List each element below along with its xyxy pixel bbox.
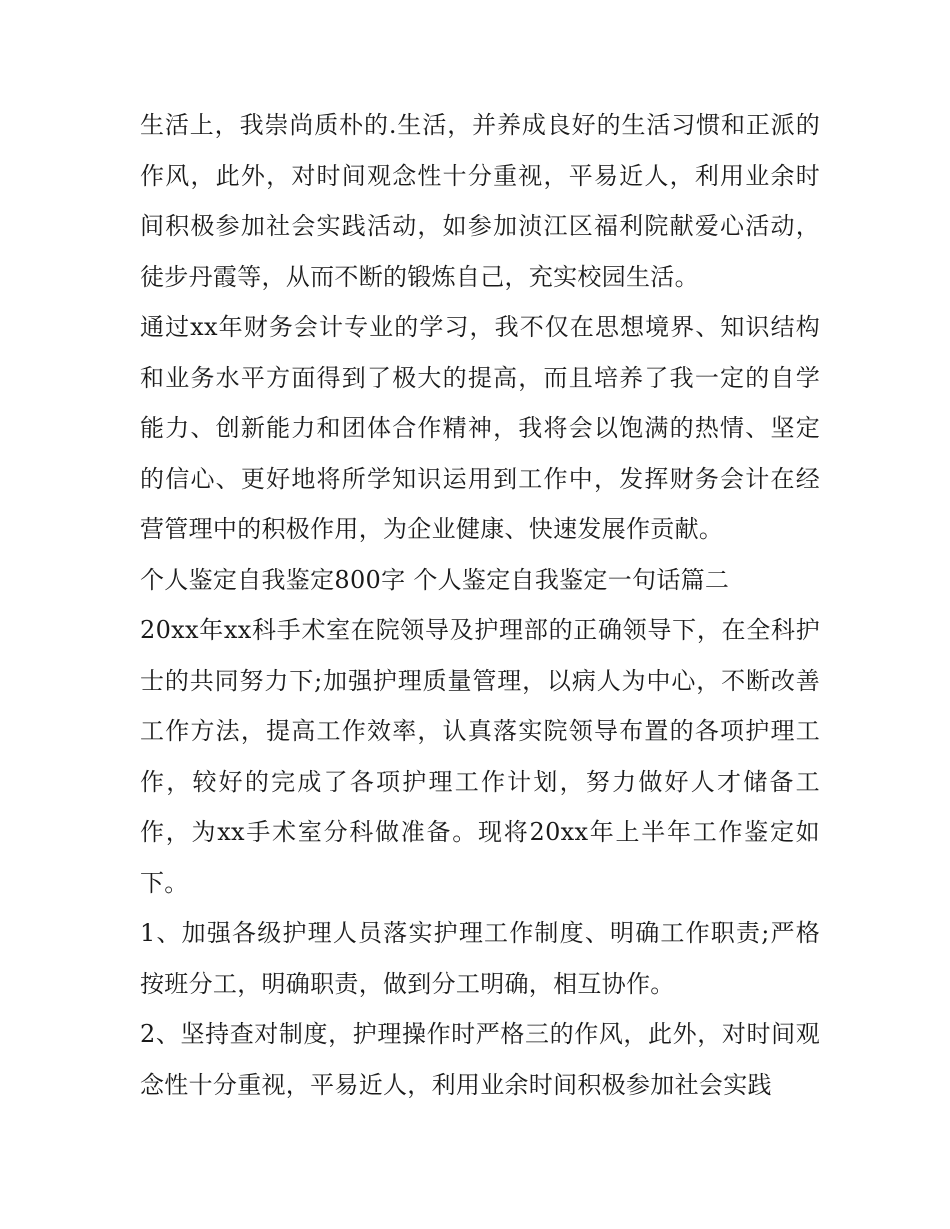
paragraph-intro: 20xx年xx科手术室在院领导及护理部的正确领导下，在全科护士的共同努力下;加强护理质量管理，以病人为中心，不断改善工作方法，提高工作效率，认真落实院领导布置的各项护理工作，较好的完成了各项护理工作计划，努力做好人才储备工作，为xx手术室分科做准备。现将20xx年上半年工作鉴定如下。 xyxy=(140,616,820,897)
list-item-2: 2、坚持查对制度，护理操作时严格三的作风，此外，对时间观念性十分重视，平易近人，利用业余时间积极参加社会实践 xyxy=(140,1020,820,1099)
paragraph-life: 生活上，我崇尚质朴的.生活，并养成良好的生活习惯和正派的作风，此外，对时间观念性十分重视，平易近人，利用业余时间积极参加社会实践活动，如参加浈江区福利院献爱心活动，徒步丹霞等，从而不断的锻炼自己，充实校园生活。 xyxy=(140,111,820,291)
section-heading: 个人鉴定自我鉴定800字 个人鉴定自我鉴定一句话篇二 xyxy=(140,565,730,594)
list-item-1: 1、加强各级护理人员落实护理工作制度、明确工作职责;严格按班分工，明确职责，做到分工明确，相互协作。 xyxy=(140,919,820,998)
paragraph-study: 通过xx年财务会计专业的学习，我不仅在思想境界、知识结构和业务水平方面得到了极大的提高，而且培养了我一定的自学能力、创新能力和团体合作精神，我将会以饱满的热情、坚定的信心、更好地将所学知识运用到工作中，发挥财务会计在经营管理中的积极作用，为企业健康、快速发展作贡献。 xyxy=(140,313,820,543)
document-body xyxy=(140,100,820,1110)
